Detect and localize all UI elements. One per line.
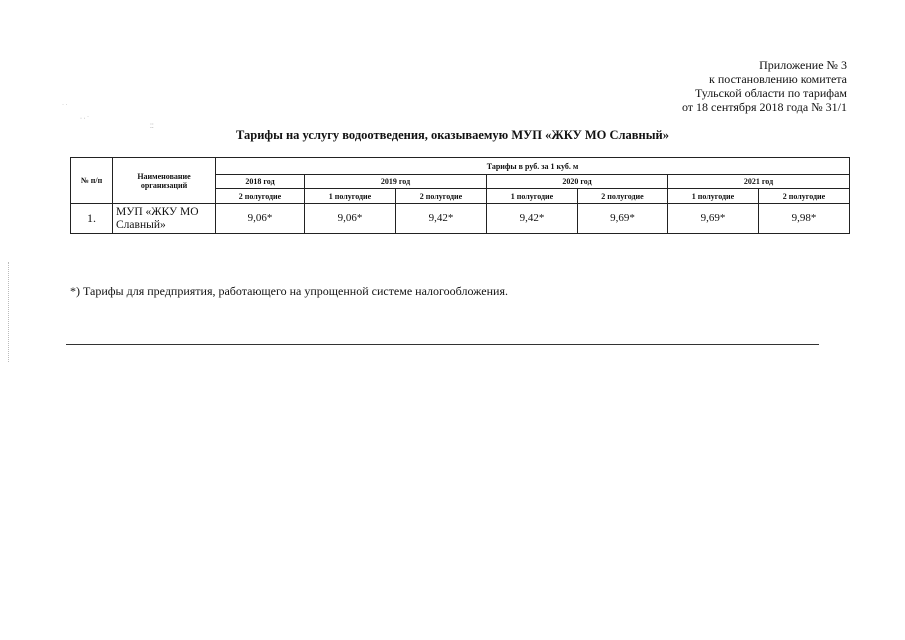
year-header-2018: 2018 год	[216, 175, 305, 189]
half-header: 2 полугодие	[216, 189, 305, 204]
tariff-value: 9,42*	[487, 204, 578, 234]
row-number: 1.	[71, 204, 113, 234]
scan-speck: ˙ ˙	[62, 104, 68, 110]
tariff-value: 9,06*	[216, 204, 305, 234]
footnote: *) Тарифы для предприятия, работающего на упрощенной системе налогообложения.	[70, 284, 508, 298]
year-header-2020: 2020 год	[487, 175, 668, 189]
horizontal-rule	[66, 344, 819, 345]
col-header-tariffs: Тарифы в руб. за 1 куб. м	[216, 158, 850, 175]
appendix-line-2: к постановлению комитета	[709, 72, 847, 86]
document-title: Тарифы на услугу водоотведения, оказываемую МУП «ЖКУ МО Славный»	[236, 128, 669, 142]
half-header: 2 полугодие	[759, 189, 850, 204]
half-header: 1 полугодие	[305, 189, 396, 204]
tariff-value: 9,42*	[396, 204, 487, 234]
appendix-block	[682, 58, 847, 114]
tariff-value: 9,98*	[759, 204, 850, 234]
half-header: 2 полугодие	[396, 189, 487, 204]
half-header: 1 полугодие	[487, 189, 578, 204]
tariff-value: 9,69*	[668, 204, 759, 234]
appendix-line-3: Тульской области по тарифам	[694, 86, 847, 100]
tariff-table	[70, 157, 850, 234]
year-header-2021: 2021 год	[668, 175, 850, 189]
scan-speck: · · ˙	[80, 116, 89, 122]
col-header-org: Наименование организаций	[113, 158, 216, 204]
half-header: 1 полугодие	[668, 189, 759, 204]
appendix-line-4: от 18 сентября 2018 года № 31/1	[681, 100, 847, 114]
year-header-2019: 2019 год	[305, 175, 487, 189]
half-header: 2 полугодие	[578, 189, 668, 204]
tariff-value: 9,06*	[305, 204, 396, 234]
scan-speck: ⁚⁚	[150, 124, 154, 130]
row-organization: МУП «ЖКУ МО Славный»	[113, 204, 216, 234]
table-row	[71, 204, 850, 234]
col-header-num: № п/п	[71, 158, 113, 204]
tariff-value: 9,69*	[578, 204, 668, 234]
appendix-line-1: Приложение № 3	[759, 58, 847, 72]
scan-edge-marks	[8, 262, 9, 362]
